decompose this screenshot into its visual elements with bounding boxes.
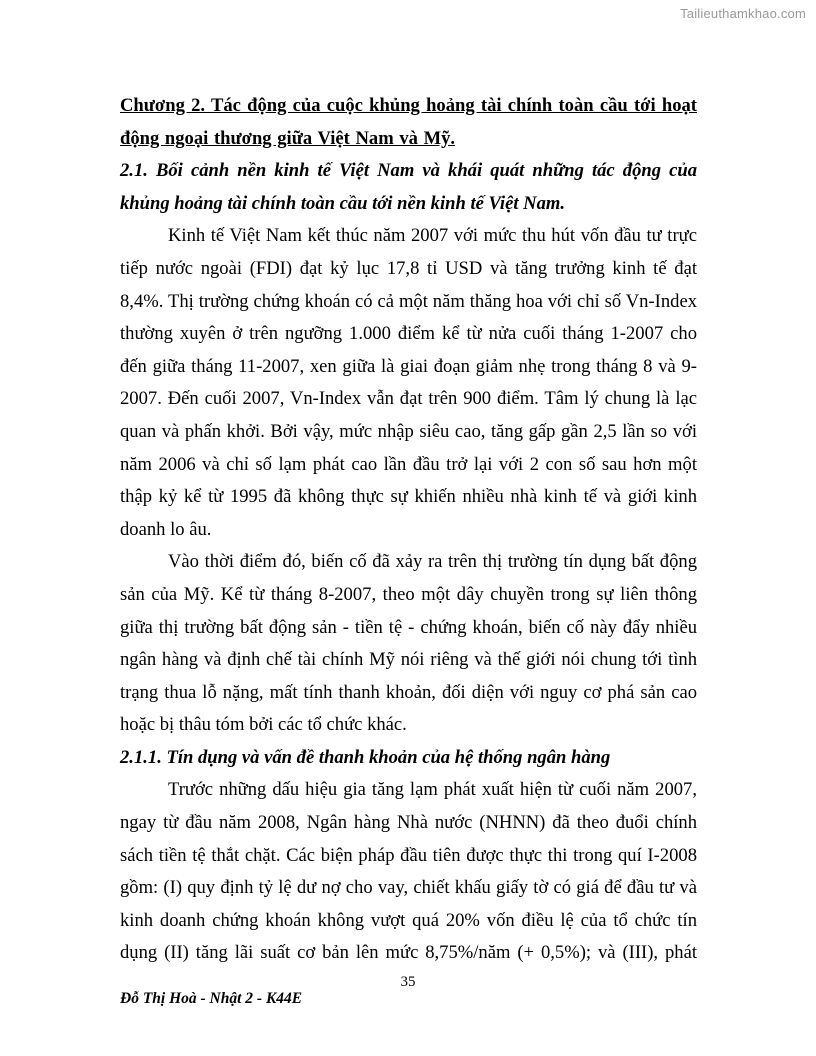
paragraph: Vào thời điểm đó, biến cố đã xảy ra trên thị trường tín dụng bất động sản của Mỹ. Kể từ tháng 8-2007, theo một dây chuyền trong sự liên thông giữa thị trường bất động sản - tiền tệ - chứng khoán, biến cố này đẩy nhiều ngân hàng và định chế tài chính Mỹ nói riêng và thế giới nói chung tới tình trạng thua lỗ nặng, mất tính thanh khoản, đối diện với nguy cơ phá sản cao hoặc bị thâu tóm bởi các tổ chức khác. — [120, 551, 697, 736]
page-number: 35 — [400, 974, 416, 990]
paragraph: Trước những dấu hiệu gia tăng lạm phát xuất hiện từ cuối năm 2007, ngay từ đầu năm 2008, Ngân hàng Nhà nước (NHNN) đã theo đuổi chính sách tiền tệ thắt chặt. Các biện pháp đầu tiên được thực thi trong quí I-2008 gồm: (I) quy định tỷ lệ dư nợ cho vay, chiết khấu giấy tờ có giá để đầu tư và kinh doanh chứng khoán không vượt quá 20% vốn điều lệ của tổ chức tín dụng (II) tăng lãi suất cơ bản lên mức 8,75%/năm (+ 0,5%); và (III), phát — [120, 779, 697, 964]
footer-author: Đỗ Thị Hoà - Nhật 2 - K44E — [120, 990, 303, 1007]
watermark-text: Tailieuthamkhao.com — [680, 6, 806, 21]
section-title: 2.1. Bối cảnh nền kinh tế Việt Nam và khái quát những tác động của khủng hoảng tài chính toàn cầu tới nền kinh tế Việt Nam. — [120, 160, 697, 214]
paragraph: Kinh tế Việt Nam kết thúc năm 2007 với mức thu hút vốn đầu tư trực tiếp nước ngoài (FDI) đạt kỷ lục 17,8 tỉ USD và tăng trưởng kinh tế đạt 8,4%. Thị trường chứng khoán có cả một năm thăng hoa với chỉ số Vn-Index thường xuyên ở trên ngưỡng 1.000 điểm kể từ nửa cuối tháng 1-2007 cho đến giữa tháng 11-2007, xen giữa là giai đoạn giảm nhẹ trong tháng 8 và 9-2007. Đến cuối 2007, Vn-Index vẫn đạt trên 900 điểm. Tâm lý chung là lạc quan và phấn khởi. Bởi vậy, mức nhập siêu cao, tăng gấp gần 2,5 lần so với năm 2006 và chỉ số lạm phát cao lần đầu trở lại với 2 con số sau hơn một thập kỷ kể từ 1995 đã không thực sự khiến nhiều nhà kinh tế và giới kinh doanh lo âu. — [120, 225, 697, 540]
subsection-title: 2.1.1. Tín dụng và vấn đề thanh khoản của hệ thống ngân hàng — [120, 746, 611, 768]
document-body — [120, 90, 697, 970]
chapter-title: Chương 2. Tác động của cuộc khủng hoảng tài chính toàn cầu tới hoạt động ngoại thương giữa Việt Nam và Mỹ. — [120, 95, 697, 149]
